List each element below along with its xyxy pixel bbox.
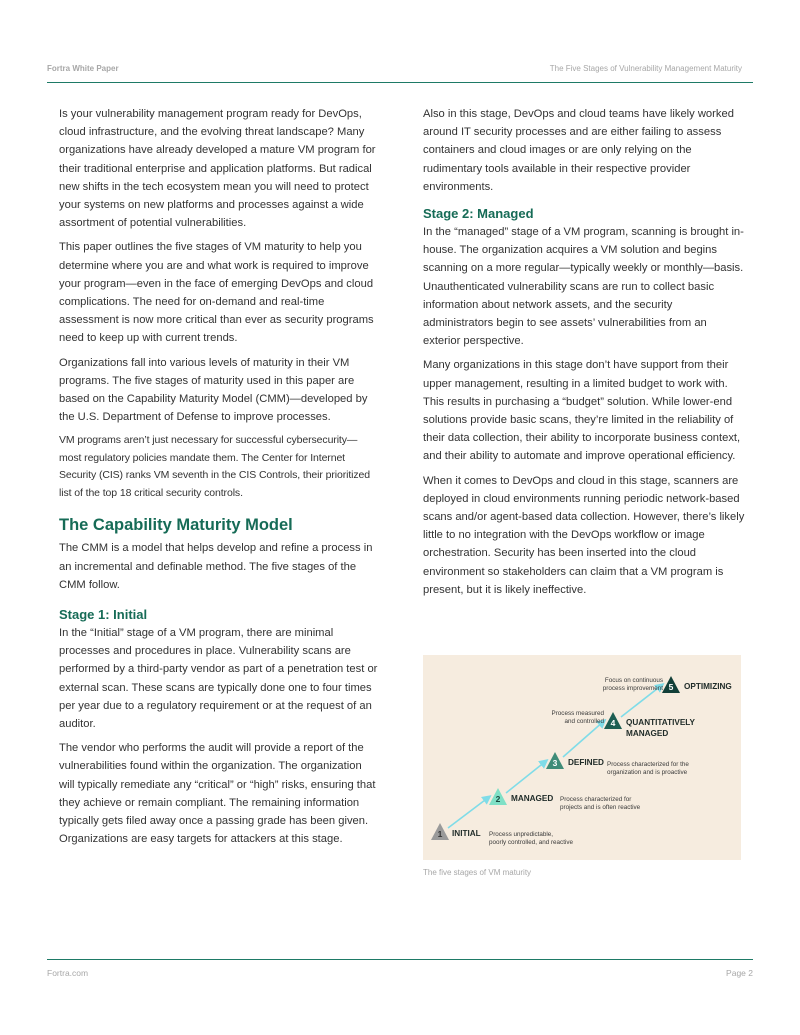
stage-1-name: INITIAL: [452, 829, 481, 838]
overview-paragraph: This paper outlines the five stages of VM maturity to help you determine where you are and what work is required to improve your program—even in the face of emerging DevOps and cloud complications. The need for on-demand and real-time assessment is now more critical than ever as security programs need to keep up with current trends.: [59, 241, 374, 345]
stage-1-devops-paragraph: Also in this stage, DevOps and cloud teams have likely worked around IT security processes and are either failing to assess containers and cloud images or are only relying on the rudimentary tools available in their respective provider environments.: [423, 108, 734, 193]
progression-arrow: [448, 797, 489, 828]
stage-1-paragraph: In the “Initial” stage of a VM program, there are minimal processes and procedures in place. Vulnerability scans are performed by a third-party vendor as part of a penetration test or external scan. These scans are typically done one to four times per year due to a regulatory requirement or at the request of an auditor.: [59, 627, 378, 731]
right-column: [423, 105, 745, 605]
header-doc-type: Fortra White Paper: [47, 64, 119, 73]
stage-1-report-paragraph: The vendor who performs the audit will provide a report of the vulnerabilities found within the organization. The organization will typically remediate any “critical” or “high” risks, ensuring that they achieve or remain compliant. The remaining information typically gets filed away once a passing grade has been given. Organizations are easy targets for attackers at this stage.: [59, 742, 376, 846]
section-heading-stage-2: Stage 2: Managed: [423, 206, 534, 222]
progression-arrow: [506, 761, 546, 793]
stage-4-number: 4: [610, 718, 616, 728]
stage-5-description-line2: process improvement: [602, 685, 663, 692]
left-column: [59, 105, 379, 855]
maturity-staircase-diagram: [423, 655, 741, 860]
intro-paragraph: Is your vulnerability management program ready for DevOps, cloud infrastructure, and the evolving threat landscape? Many organizations have already developed a mature VM program for their traditional enterprise and application platforms. But radical new shifts in the tech ecosystem mean you will need to protect your systems on new platforms and processes against a wide assortment of potential vulnerabilities.: [59, 108, 376, 230]
stage-2-devops-paragraph: When it comes to DevOps and cloud in this stage, scanners are deployed in cloud environments running periodic network-based scans and/or agent-based data collection. However, there’s likely little to no integration with the DevOps workflow or image orchestration. Security has been inserted into the cloud environment so stakeholders can claim that a VM program is present, but it is likely ineffective.: [423, 474, 745, 596]
cmm-paragraph: The CMM is a model that helps develop and refine a process in an incremental and definable method. The five stages of the CMM follow.: [59, 542, 373, 591]
footer-website: Fortra.com: [47, 968, 89, 978]
regulatory-paragraph: VM programs aren’t just necessary for successful cybersecurity—most regulatory policies mandate them. The Center for Internet Security (CIS) ranks VM seventh in the CIS Controls, their prioritized list of the top 18 critical security controls.: [59, 434, 371, 499]
stage-2-description: Process characterized for: [560, 796, 632, 803]
stage-4-description: Process measured: [551, 710, 604, 717]
stage-2: [489, 788, 641, 811]
stage-2-number: 2: [495, 794, 501, 804]
figure-caption: The five stages of VM maturity: [423, 868, 532, 877]
stage-1-number: 1: [437, 829, 443, 839]
stage-3: [546, 752, 689, 776]
stage-1-description-line2: poorly controlled, and reactive: [489, 839, 574, 846]
maturity-stages-figure: [423, 655, 741, 860]
header-doc-title: The Five Stages of Vulnerability Management Maturity: [549, 64, 742, 73]
stage-5-number: 5: [668, 682, 674, 692]
footer-divider: [47, 959, 753, 960]
stage-2-paragraph: In the “managed” stage of a VM program, scanning is brought in-house. The organization acquires a VM solution and begins scanning on a more regular—typically weekly or monthly—basis. Unauthenticated vulnerability scans are run to collect basic information about network assets, and the security administrators begin to see assets’ vulnerabilities from an exterior perspective.: [423, 226, 744, 348]
footer-page-number: Page 2: [726, 968, 753, 978]
stage-2-name: MANAGED: [511, 794, 554, 803]
maturity-paragraph: Organizations fall into various levels of maturity in their VM programs. The five stages of maturity used in this paper are based on the Capability Maturity Model (CMM)—developed by the U.S. Department of Defense to improve processes.: [59, 356, 368, 424]
stage-2-description-line2: projects and is often reactive: [560, 804, 641, 811]
stage-2-budget-paragraph: Many organizations in this stage don’t have support from their upper management, resulting in a limited budget to work with. This results in purchasing a “budget” solution. While lower-end solutions provide basic scans, they’re limited in the reliability of their data collection, their ability to incorporate business context, and their ability to automate and improve operational efficiency.: [423, 359, 741, 463]
stage-5: [603, 676, 732, 693]
header-divider: [47, 82, 753, 83]
stage-4-description-line2: and controlled: [564, 718, 604, 725]
stage-3-name: DEFINED: [568, 758, 604, 767]
stage-1-description: Process unpredictable,: [489, 831, 554, 838]
stage-3-description-line2: organization and is proactive: [607, 769, 688, 776]
stage-5-name: OPTIMIZING: [684, 682, 732, 691]
stage-4-name: QUANTITATIVELY: [626, 718, 695, 727]
stage-4-name-line2: MANAGED: [626, 729, 669, 738]
section-heading-stage-1: Stage 1: Initial: [59, 607, 148, 623]
stage-5-description: Focus on continuous: [604, 677, 663, 684]
stage-3-description: Process characterized for the: [607, 761, 689, 768]
progression-arrow: [563, 721, 604, 757]
stage-1: [431, 823, 574, 846]
stage-3-number: 3: [552, 758, 558, 768]
section-heading-cmm: The Capability Maturity Model: [59, 516, 293, 535]
